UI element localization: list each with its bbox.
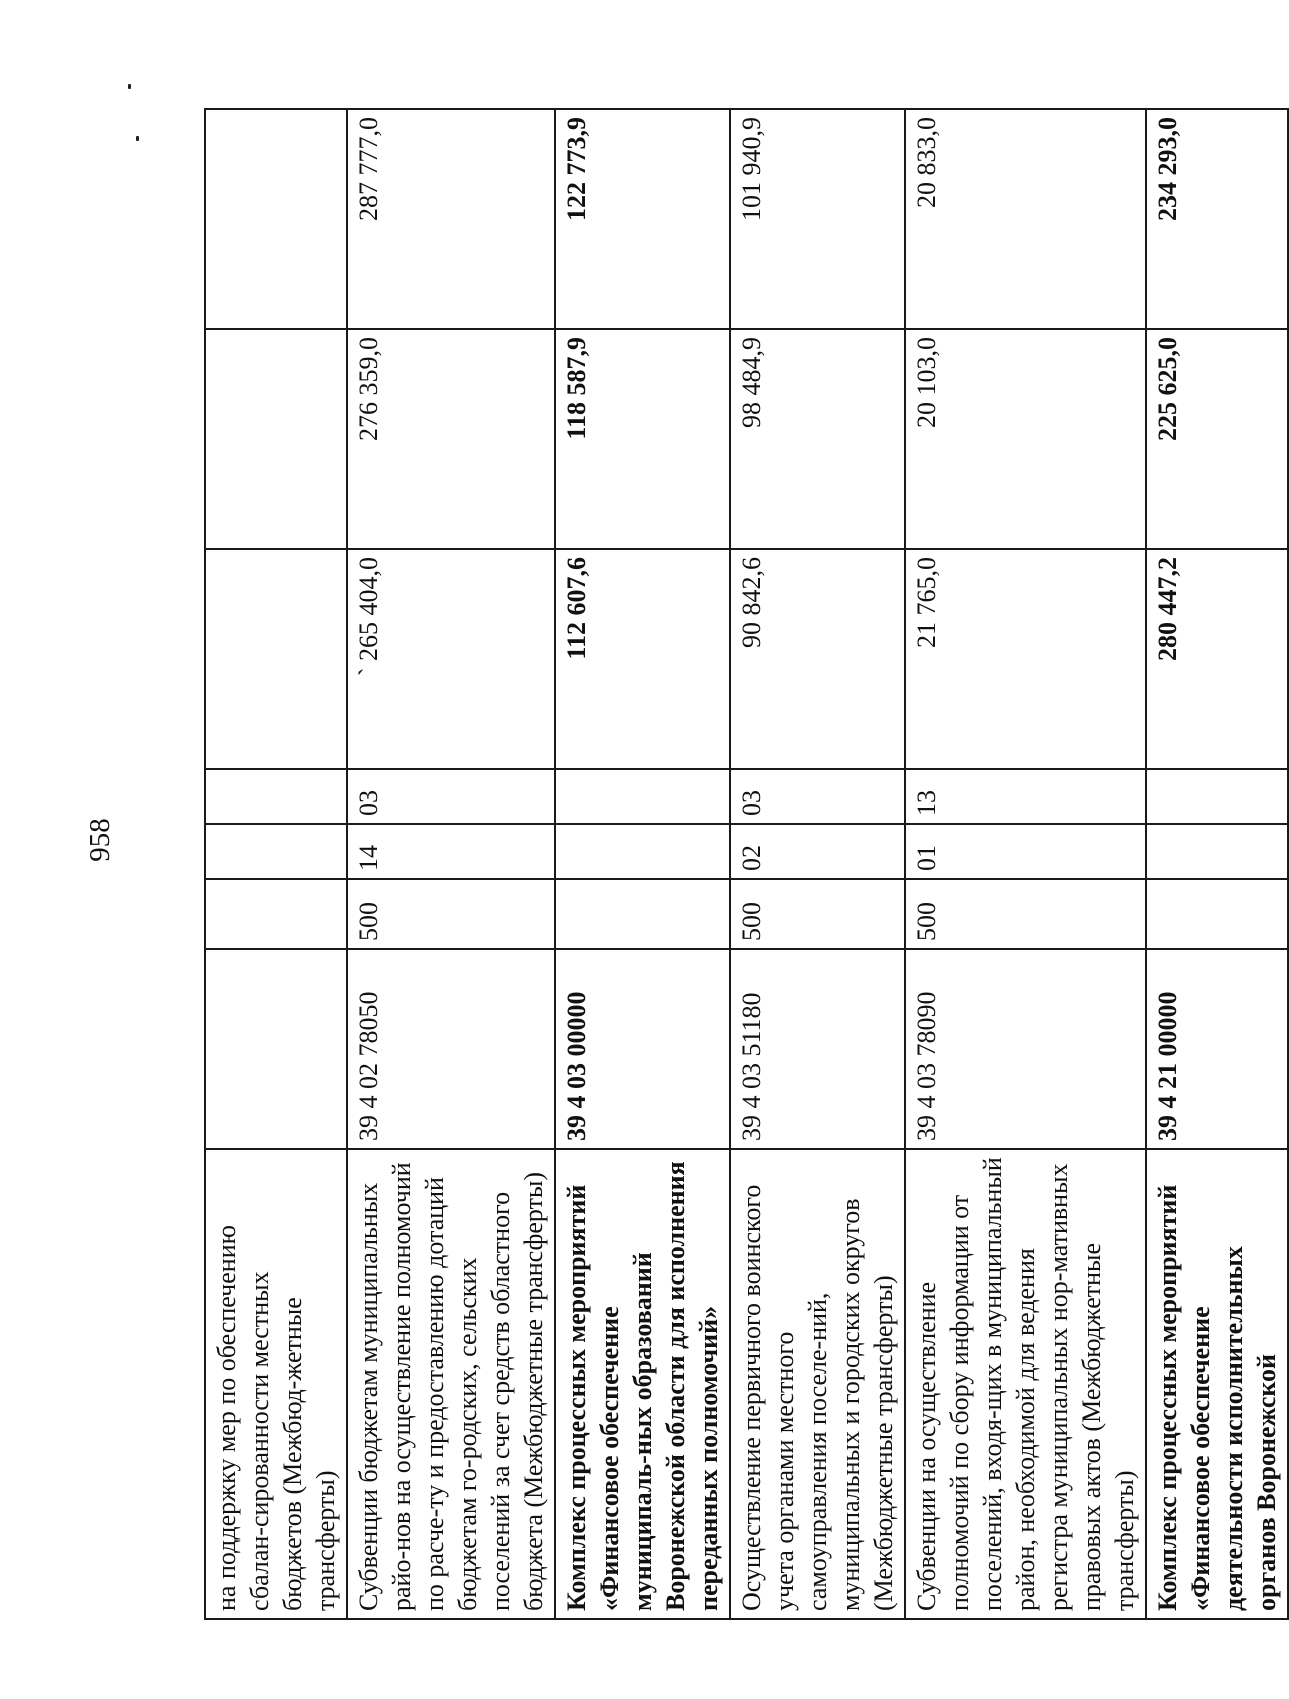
expense-type-code: 500 [347, 879, 555, 949]
amount-year-2: 118 587,9 [555, 329, 730, 549]
amount-year-1 [205, 549, 347, 769]
section-code: 01 [905, 824, 1146, 879]
table-row [347, 109, 555, 1619]
table-row [205, 109, 347, 1619]
target-article-code [205, 949, 347, 1149]
subsection-code [555, 769, 730, 824]
row-name: Комплекс процессных мероприятий «Финансовое обеспечение деятельности исполнительных органов Воронежской [1146, 1149, 1288, 1619]
budget-table [204, 108, 1289, 1620]
section-code: 14 [347, 824, 555, 879]
scan-speck [136, 136, 139, 141]
subsection-code: 03 [347, 769, 555, 824]
amount-year-3: 101 940,9 [730, 109, 905, 329]
section-code [205, 824, 347, 879]
amount-year-3: 234 293,0 [1146, 109, 1288, 329]
subsection-code: 13 [905, 769, 1146, 824]
expense-type-code: 500 [730, 879, 905, 949]
table-row [1146, 109, 1288, 1619]
table-row [905, 109, 1146, 1619]
row-name: Осуществление первичного воинского учета органами местного самоуправления поселе-ний, муниципальных и городских округов (Межбюджетные трансферты) [730, 1149, 905, 1619]
section-code: 02 [730, 824, 905, 879]
row-name: Субвенции бюджетам муниципальных райо-нов на осуществление полномочий по расче-ту и предоставлению дотаций бюджетам го-родских, сельских поселений за счет средств областного бюджета (Межбюджетные трансферты) [347, 1149, 555, 1619]
section-code [555, 824, 730, 879]
target-article-code: 39 4 02 78050 [347, 949, 555, 1149]
target-article-code: 39 4 03 78090 [905, 949, 1146, 1149]
amount-year-3: 287 777,0 [347, 109, 555, 329]
amount-year-3: 122 773,9 [555, 109, 730, 329]
section-code [1146, 824, 1288, 879]
amount-year-3 [205, 109, 347, 329]
amount-year-1: ` 265 404,0 [347, 549, 555, 769]
row-name: на поддержку мер по обеспечению сбалан-сированности местных бюджетов (Межбюд-жетные трансферты) [205, 1149, 347, 1619]
expense-type-code [205, 879, 347, 949]
subsection-code [1146, 769, 1288, 824]
table-row [555, 109, 730, 1619]
amount-year-2 [205, 329, 347, 549]
table-body [205, 109, 1288, 1619]
amount-year-1: 21 765,0 [905, 549, 1146, 769]
amount-year-2: 98 484,9 [730, 329, 905, 549]
amount-year-2: 276 359,0 [347, 329, 555, 549]
target-article-code: 39 4 21 00000 [1146, 949, 1288, 1149]
table-row [730, 109, 905, 1619]
target-article-code: 39 4 03 51180 [730, 949, 905, 1149]
scan-speck [128, 84, 131, 89]
amount-year-2: 20 103,0 [905, 329, 1146, 549]
rotated-document [204, 110, 1281, 1620]
subsection-code: 03 [730, 769, 905, 824]
expense-type-code: 500 [905, 879, 1146, 949]
row-name: Субвенции на осуществление полномочий по сбору информации от поселений, входя-щих в муниципальный район, необходимой для ведения регистра муниципальных нор-мативных правовых актов (Межбюджетные трансферты) [905, 1149, 1146, 1619]
amount-year-3: 20 833,0 [905, 109, 1146, 329]
subsection-code [205, 769, 347, 824]
amount-year-1: 90 842,6 [730, 549, 905, 769]
amount-year-2: 225 625,0 [1146, 329, 1288, 549]
page-number: 958 [84, 818, 116, 862]
expense-type-code [555, 879, 730, 949]
amount-year-1: 280 447,2 [1146, 549, 1288, 769]
row-name: Комплекс процессных мероприятий «Финансовое обеспечение муниципаль-ных образований Воронежской области для исполнения переданных полномочий» [555, 1149, 730, 1619]
amount-year-1: 112 607,6 [555, 549, 730, 769]
target-article-code: 39 4 03 00000 [555, 949, 730, 1149]
expense-type-code [1146, 879, 1288, 949]
